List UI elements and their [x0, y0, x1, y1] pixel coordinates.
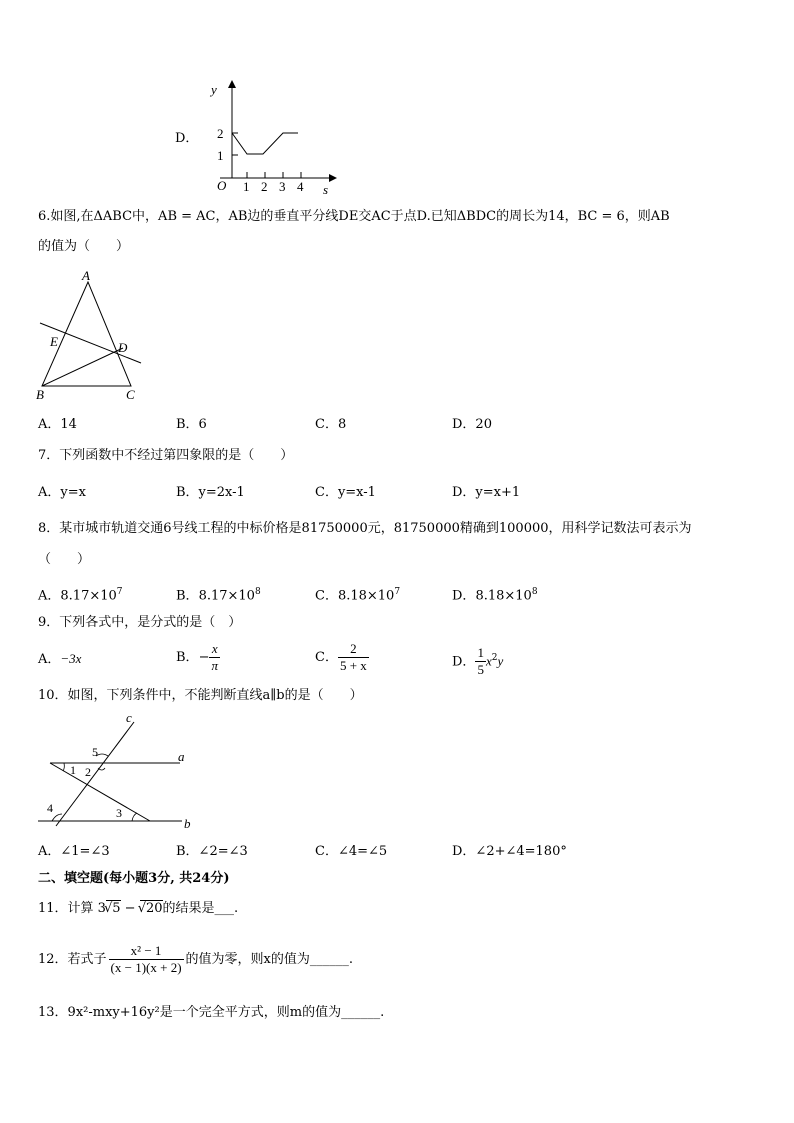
q10-option-c[interactable]: C．∠4=∠5	[315, 844, 388, 859]
q6-triangle-figure	[30, 268, 150, 404]
svg-text:b: b	[184, 816, 191, 831]
q10-parallel-lines-figure	[30, 710, 200, 834]
q5-option-d-graph	[205, 78, 345, 196]
q7-option-d[interactable]: D．y=x+1	[452, 485, 521, 500]
q7-option-c[interactable]: C．y=x-1	[315, 485, 376, 500]
svg-text:2: 2	[85, 765, 91, 779]
q8-stem-line2: （ ）	[38, 552, 91, 567]
x-tick-3: 3	[279, 179, 286, 194]
x-tick-1: 1	[243, 179, 250, 194]
sqrt-5: √5	[103, 901, 121, 916]
transversal	[50, 763, 150, 821]
line-c	[56, 722, 134, 826]
svg-text:4: 4	[47, 801, 53, 815]
q6-option-b[interactable]: B．6	[176, 417, 207, 432]
q8-option-b[interactable]: B．$8.17\times 10^8$	[176, 587, 261, 604]
q9-option-a[interactable]: A．−3x	[38, 651, 82, 667]
y-tick-2: 2	[217, 126, 224, 141]
q9-stem: 9．下列各式中，是分式的是（ ）	[38, 615, 242, 630]
q10-option-d[interactable]: D．∠2+∠4=180°	[452, 844, 567, 859]
q7-stem: 7．下列函数中不经过第四象限的是（ ）	[38, 448, 294, 463]
q6-option-d[interactable]: D．20	[452, 417, 492, 432]
q6-stem-line2: 的值为（ ）	[38, 239, 130, 254]
svg-text:1: 1	[70, 763, 76, 777]
q13: 13．9x²-mxy+16y²是一个完全平方式，则m的值为______.	[38, 1005, 385, 1020]
svg-text:3: 3	[116, 806, 122, 820]
q8-option-c[interactable]: C．$8.18\times 10^7$	[315, 587, 401, 604]
q7-option-a[interactable]: A．y=x	[38, 485, 86, 500]
svg-text:C: C	[126, 387, 135, 402]
q7-option-b[interactable]: B．y=2x-1	[176, 485, 245, 500]
q11: 11．计算 3√5 − √20的结果是___.	[38, 901, 239, 916]
svg-text:a: a	[178, 749, 185, 764]
y-axis-label: y	[211, 82, 217, 97]
section-title-fill-in: 二、填空题(每小题3分, 共24分)	[38, 871, 230, 886]
q9-option-d[interactable]: D． $\frac{1}{5}$ $x^2y$	[452, 645, 504, 678]
sqrt-20: √20	[137, 901, 163, 916]
svg-text:D: D	[118, 340, 128, 355]
x-axis-label: s	[323, 182, 329, 196]
q10-option-b[interactable]: B．∠2=∠3	[176, 844, 248, 859]
q10-option-a[interactable]: A．∠1=∠3	[38, 844, 110, 859]
svg-text:B: B	[36, 387, 44, 402]
q9-option-b[interactable]: B．− $\frac{x}{\pi}$	[176, 641, 218, 673]
q9-option-c[interactable]: C． $\frac{2}{5 + x}$	[315, 641, 367, 673]
q8-option-a[interactable]: A．$8.17\times 10^7$	[38, 587, 123, 604]
svg-text:E: E	[50, 334, 58, 349]
svg-text:5: 5	[92, 745, 98, 759]
x-tick-4: 4	[297, 179, 304, 194]
origin-label: O	[217, 178, 227, 193]
q8-stem-line1: 8．某市城市轨道交通6号线工程的中标价格是81750000元，81750000精确到100000，用科学记数法可表示为	[38, 521, 692, 536]
q6-option-c[interactable]: C．8	[315, 417, 347, 432]
graph-curve	[232, 133, 298, 154]
svg-text:c: c	[126, 710, 132, 725]
svg-text:A: A	[82, 268, 90, 283]
q5-option-d-label: D．	[175, 131, 199, 146]
q8-option-d[interactable]: D．$8.18\times 10^8$	[452, 587, 538, 604]
q10-stem: 10．如图，下列条件中，不能判断直线a∥b的是（ ）	[38, 688, 363, 703]
q6-stem-line1: 6.如图,在ΔABC中，AB = AC，AB边的垂直平分线DE交AC于点D.已知ΔBDC的周长为14，BC = 6，则AB	[38, 209, 670, 224]
y-tick-1: 1	[217, 148, 224, 163]
q6-option-a[interactable]: A．14	[38, 417, 77, 432]
x-tick-2: 2	[261, 179, 268, 194]
q12: 12．若式子 $\frac{\text{x² − 1}}{(x - 1)(x + 2)}$ 的值为零，则x的值为______.	[38, 943, 353, 975]
